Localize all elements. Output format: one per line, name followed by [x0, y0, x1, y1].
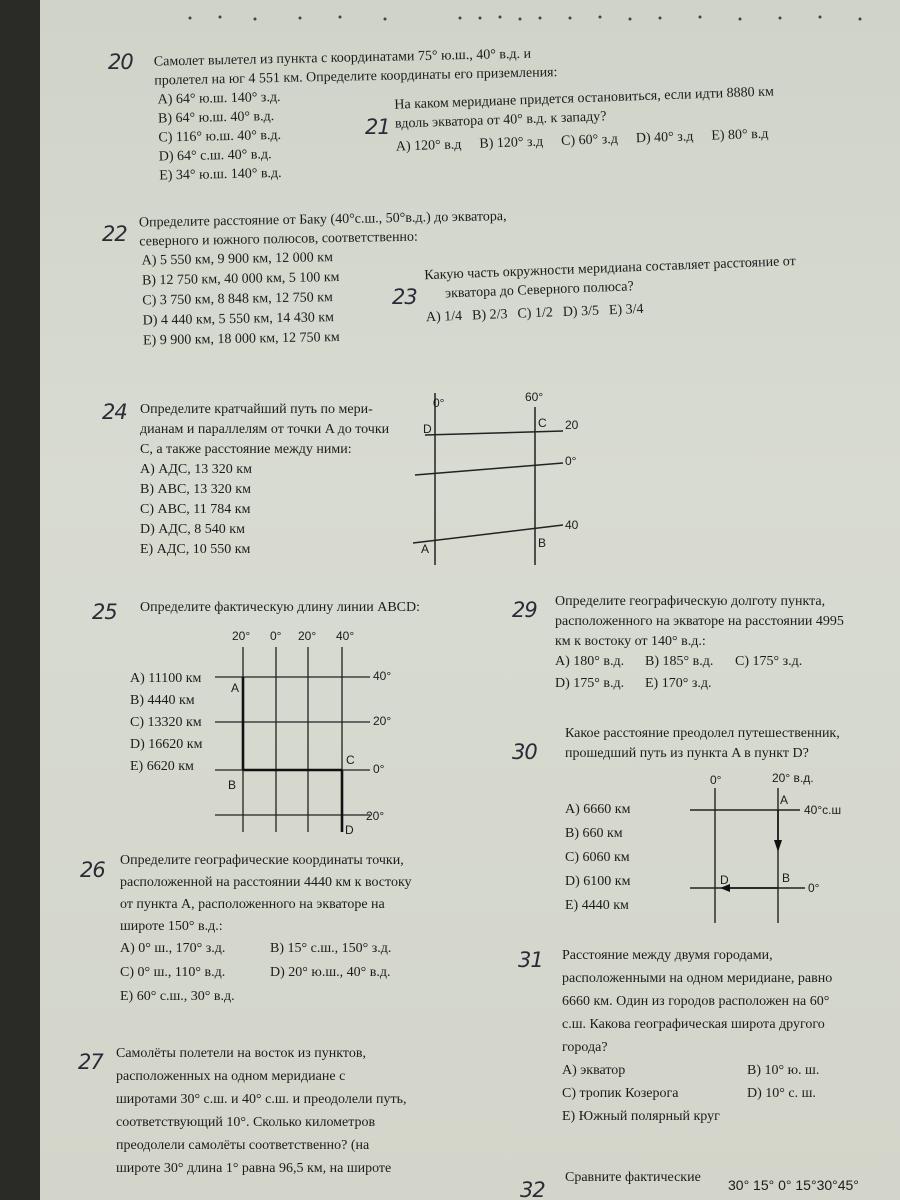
- task-21-option-b: B) 120° з.д: [479, 134, 544, 152]
- t30-point-b: B: [782, 871, 791, 885]
- task-24-option-c: C) АВС, 11 784 км: [140, 502, 251, 517]
- task-26-option-c: C) 0° ш., 110° в.д.: [120, 965, 226, 980]
- task-number-25: 25: [92, 600, 117, 624]
- task-number-32: 32: [520, 1178, 545, 1200]
- task-23-option-a: A) 1/4: [425, 308, 463, 326]
- top-dotted-border: [180, 14, 880, 22]
- t25-top-label-1: 20°: [232, 629, 251, 643]
- t25-right-label-4: 20°: [366, 809, 385, 823]
- t25-point-d: D: [345, 823, 354, 837]
- task-23-option-b: B) 2/3: [471, 307, 508, 324]
- task-22-option-d: D) 4 440 км, 5 550 км, 14 430 км: [142, 310, 335, 329]
- task-30-line-1: Какое расстояние преодолел путешественник,: [565, 726, 840, 741]
- task-29-option-b: B) 185° в.д.: [645, 654, 714, 669]
- task-24-question-line-3: C, а также расстояние между ними:: [140, 442, 352, 457]
- task-26-line-3: от пункта A, расположенного на экваторе на: [120, 897, 385, 912]
- task-24: [140, 400, 420, 560]
- task-number-23: 23: [392, 285, 417, 309]
- task-25-option-b: B) 4440 км: [130, 693, 195, 708]
- task-31-line-3: 6660 км. Один из городов расположен на 60°: [562, 994, 830, 1009]
- task-27: [116, 1042, 451, 1180]
- t24-point-c: C: [538, 416, 547, 430]
- task-30-line-2: прошедший путь из пункта A в пункт D?: [565, 746, 809, 761]
- task-number-24: 24: [102, 400, 127, 424]
- task-23-option-d: D) 3/5: [562, 303, 600, 320]
- task-27-line-4: соответствующий 10°. Сколько километров: [116, 1115, 376, 1130]
- task-20-question-line-2: пролетел на юг 4 551 км. Определите координаты его приземления:: [154, 65, 558, 89]
- task-27-line-3: широтами 30° с.ш. и 40° с.ш. и преодолели путь,: [116, 1092, 407, 1107]
- t30-point-d: D: [720, 873, 729, 887]
- task-30-option-e: E) 4440 км: [565, 898, 629, 913]
- task-20-question-line-1: Самолет вылетел из пункта с координатами 75° ю.ш., 40° в.д. и: [153, 46, 532, 70]
- task-25-option-c: C) 13320 км: [130, 715, 202, 730]
- task-31-option-b: B) 10° ю. ш.: [747, 1063, 820, 1078]
- task-27-line-6: широте 30° длина 1° равна 96,5 км, на широте: [116, 1161, 392, 1176]
- t25-right-label-1: 40°: [373, 669, 392, 683]
- task-25-diagram: [190, 622, 410, 837]
- task-26-line-4: широте 150° в.д.:: [120, 919, 223, 934]
- task-24-option-e: E) АДС, 10 550 км: [140, 542, 251, 557]
- t30-point-a: A: [780, 793, 789, 807]
- task-31-line-2: расположенными на одном меридиане, равно: [562, 971, 833, 986]
- task-23-option-c: C) 1/2: [517, 305, 554, 322]
- task-number-26: 26: [80, 858, 105, 882]
- task-29-option-c: C) 175° з.д.: [735, 654, 803, 669]
- task-31-line-5: города?: [562, 1040, 608, 1055]
- task-30-option-b: B) 660 км: [565, 826, 623, 841]
- t25-point-b: B: [228, 778, 237, 792]
- t25-point-a: A: [231, 681, 240, 695]
- task-number-31: 31: [518, 948, 543, 972]
- task-31-line-4: с.ш. Какова географическая широта другого: [562, 1017, 825, 1032]
- task-22-option-e: E) 9 900 км, 18 000 км, 12 750 км: [142, 330, 340, 349]
- t24-label-lat20: 20: [565, 418, 579, 432]
- t30-label-lon0: 0°: [710, 773, 722, 787]
- task-26-option-e: E) 60° с.ш., 30° в.д.: [120, 989, 235, 1004]
- task-29-option-a: A) 180° в.д.: [555, 654, 625, 669]
- t24-label-lat0: 0°: [565, 454, 577, 468]
- task-24-option-b: B) АВС, 13 320 км: [140, 482, 251, 497]
- task-31-option-d: D) 10° с. ш.: [747, 1086, 816, 1101]
- task-23-question-line-2: экватора до Северного полюса?: [444, 279, 634, 302]
- task-21-option-a: A) 120° в.д: [395, 137, 462, 155]
- t24-point-d: D: [423, 422, 432, 436]
- task-27-line-2: расположенных на одном меридиане с: [116, 1069, 346, 1084]
- t25-point-c: C: [346, 753, 355, 767]
- t25-right-label-3: 0°: [373, 762, 385, 776]
- task-26-line-1: Определите географические координаты точки,: [120, 853, 404, 868]
- task-24-option-d: D) АДС, 8 540 км: [140, 522, 245, 537]
- task-25-option-d: D) 16620 км: [130, 737, 203, 752]
- t25-top-label-4: 40°: [336, 629, 355, 643]
- task-25-option-a: A) 11100 км: [130, 671, 202, 686]
- task-30-diagram: [680, 768, 880, 928]
- task-22-option-a: A) 5 550 км, 9 900 км, 12 000 км: [141, 250, 334, 269]
- t24-label-lat40: 40: [565, 518, 579, 532]
- task-24-option-a: A) АДС, 13 320 км: [140, 462, 252, 477]
- task-22-question-line-2: северного и южного полюсов, соответственно:: [139, 229, 419, 250]
- task-29: [555, 592, 865, 694]
- task-20-option-c: C) 116° ю.ш. 40° в.д.: [158, 127, 282, 146]
- t24-point-a: A: [421, 542, 430, 556]
- task-31-option-c: C) тропик Козерога: [562, 1086, 679, 1101]
- task-30-options: [565, 798, 630, 918]
- task-29-option-e: E) 170° з.д.: [645, 676, 712, 691]
- task-31: [562, 944, 872, 1128]
- task-26-option-d: D) 20° ю.ш., 40° в.д.: [270, 965, 391, 980]
- task-22-option-b: B) 12 750 км, 40 000 км, 5 100 км: [141, 270, 340, 289]
- task-31-line-1: Расстояние между двумя городами,: [562, 948, 773, 963]
- task-number-30: 30: [512, 740, 537, 764]
- t25-right-label-2: 20°: [373, 714, 392, 728]
- task-20-option-e: E) 34° ю.ш. 140° в.д.: [159, 165, 282, 184]
- t30-label-lat40: 40°с.ш: [804, 803, 842, 817]
- task-25-question: Определите фактическую длину линии ABCD:: [140, 600, 421, 615]
- task-21-option-e: E) 80° в.д: [711, 126, 769, 144]
- task-31-option-e: E) Южный полярный круг: [562, 1109, 720, 1124]
- task-29-line-3: км к востоку от 140° в.д.:: [555, 634, 706, 649]
- task-24-question-line-1: Определите кратчайший путь по мери-: [140, 402, 373, 417]
- task-23-option-e: E) 3/4: [608, 301, 644, 319]
- task-26-option-b: B) 15° с.ш., 150° з.д.: [270, 941, 392, 956]
- task-26: [120, 850, 425, 1008]
- task-21-option-c: C) 60° з.д: [560, 131, 619, 149]
- task-24-question-line-2: дианам и параллелям от точки A до точки: [140, 422, 390, 437]
- task-32-question: Сравните фактические: [565, 1170, 701, 1185]
- task-21-question-line-1: На каком меридиане придется остановиться, если идти 8880 км: [394, 84, 775, 113]
- t30-label-lat0: 0°: [808, 881, 820, 895]
- t24-point-b: B: [538, 536, 547, 550]
- task-number-29: 29: [512, 598, 537, 622]
- task-30-option-a: A) 6660 км: [565, 802, 631, 817]
- task-number-20: 20: [108, 50, 133, 74]
- task-24-diagram: [405, 385, 625, 570]
- worksheet-page: [40, 0, 900, 1200]
- task-31-option-a: A) экватор: [562, 1063, 626, 1078]
- task-27-line-5: преодолели самолёты соответственно? (на: [116, 1138, 370, 1153]
- task-20-option-b: B) 64° ю.ш. 40° в.д.: [157, 109, 275, 127]
- t30-label-lon20: 20° в.д.: [772, 771, 814, 785]
- t24-label-lon0: 0°: [433, 396, 445, 410]
- task-30-option-c: C) 6060 км: [565, 850, 630, 865]
- t25-top-label-3: 20°: [298, 629, 317, 643]
- task-29-line-1: Определите географическую долготу пункта,: [555, 594, 826, 609]
- task-21-question-line-2: вдоль экватора от 40° в.д. к западу?: [394, 109, 607, 132]
- task-22-question-line-1: Определите расстояние от Баку (40°с.ш., 50°в.д.) до экватора,: [138, 209, 507, 231]
- task-22-option-c: C) 3 750 км, 8 848 км, 12 750 км: [142, 290, 333, 309]
- task-number-22: 22: [102, 222, 127, 246]
- task-20-option-d: D) 64° с.ш. 40° в.д.: [158, 147, 272, 165]
- task-26-option-a: A) 0° ш., 170° з.д.: [120, 941, 226, 956]
- t24-label-lon60: 60°: [525, 390, 544, 404]
- task-29-line-2: расположенного на экваторе на расстоянии 4995: [555, 614, 844, 629]
- task-20-option-a: A) 64° ю.ш. 140° з.д.: [157, 89, 281, 108]
- task-23-question-line-1: Какую часть окружности меридиана составляет расстояние от: [424, 254, 796, 284]
- task-26-line-2: расположенной на расстоянии 4440 км к востоку: [120, 875, 412, 890]
- t25-top-label-2: 0°: [270, 629, 282, 643]
- task-30: [565, 724, 865, 764]
- task-32-values: 30° 15° 0° 15°30°45°: [728, 1177, 859, 1193]
- task-25-option-e: E) 6620 км: [130, 759, 194, 774]
- task-30-option-d: D) 6100 км: [565, 874, 631, 889]
- task-21-option-d: D) 40° з.д: [635, 129, 694, 147]
- task-29-option-d: D) 175° в.д.: [555, 676, 625, 691]
- task-number-21: 21: [365, 115, 390, 139]
- task-27-line-1: Самолёты полетели на восток из пунктов,: [116, 1046, 366, 1061]
- task-number-27: 27: [78, 1050, 103, 1074]
